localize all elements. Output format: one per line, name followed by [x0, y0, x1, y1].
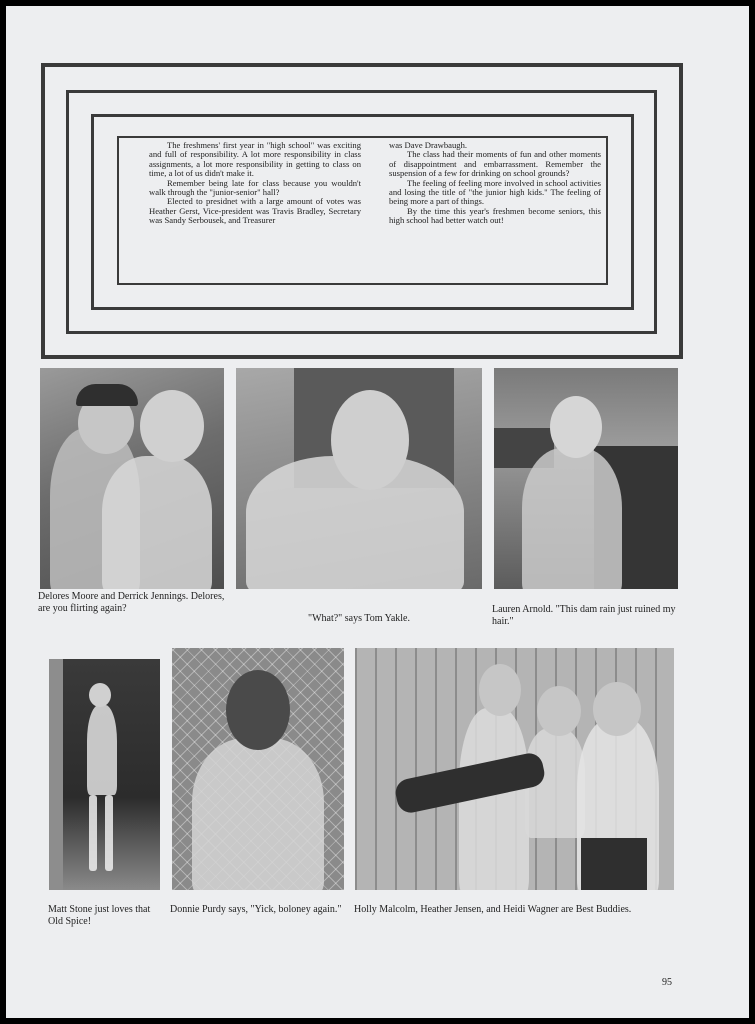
story-paragraph: The class had their moments of fun and other moments of disappointment and embarrassment. Remember the suspension of a few for drinking on school grounds?: [389, 149, 601, 179]
page-number: 95: [662, 977, 672, 988]
story-left-column: [149, 141, 361, 281]
caption-holly: Holly Malcolm, Heather Jensen, and Heidi Wagner are Best Buddies.: [354, 904, 632, 915]
caption-lauren: Lauren Arnold. "This dam rain just ruined my hair.": [492, 604, 676, 627]
story-text: [149, 141, 601, 281]
photo-lauren-arnold: [494, 368, 678, 589]
caption-tom: "What?" says Tom Yakle.: [308, 613, 410, 624]
story-right-column: [389, 141, 601, 281]
story-paragraph: The feeling of feeling more involved in school activities and losing the title of "the junior high kids." The feeling of being more a part of things.: [389, 177, 601, 207]
story-paragraph: Remember being late for class because you wouldn't walk through the "junior-senior" hall?: [149, 177, 361, 198]
story-paragraph: was Dave Drawbaugh.: [389, 140, 468, 150]
photo-holly-heather-heidi: [355, 648, 674, 890]
story-paragraph: Elected to presidnet with a large amount of votes was Heather Gerst, Vice-president was Travis Bradley, Secretary was Sandy Serbousek, and Treasurer: [149, 196, 361, 226]
caption-delores: Delores Moore and Derrick Jennings. Delores, are you flirting again?: [38, 591, 225, 614]
story-paragraph: The freshmens' first year in "high school" was exciting and full of responsibility. A lot more responsibility in class assignments, a lot more responsibility in getting to class on time, a lot of us didn't make it.: [149, 140, 361, 179]
story-paragraph: By the time this year's freshmen become seniors, this high school had better watch out!: [389, 205, 601, 226]
photo-delores-derrick: [40, 368, 224, 589]
caption-donnie: Donnie Purdy says, "Yick, boloney again.": [170, 904, 342, 915]
photo-tom-yakle: [236, 368, 482, 589]
photo-matt-stone: [49, 659, 160, 890]
yearbook-page: [6, 6, 749, 1018]
caption-matt: Matt Stone just loves that Old Spice!: [48, 904, 151, 927]
photo-donnie-purdy: [172, 648, 344, 890]
